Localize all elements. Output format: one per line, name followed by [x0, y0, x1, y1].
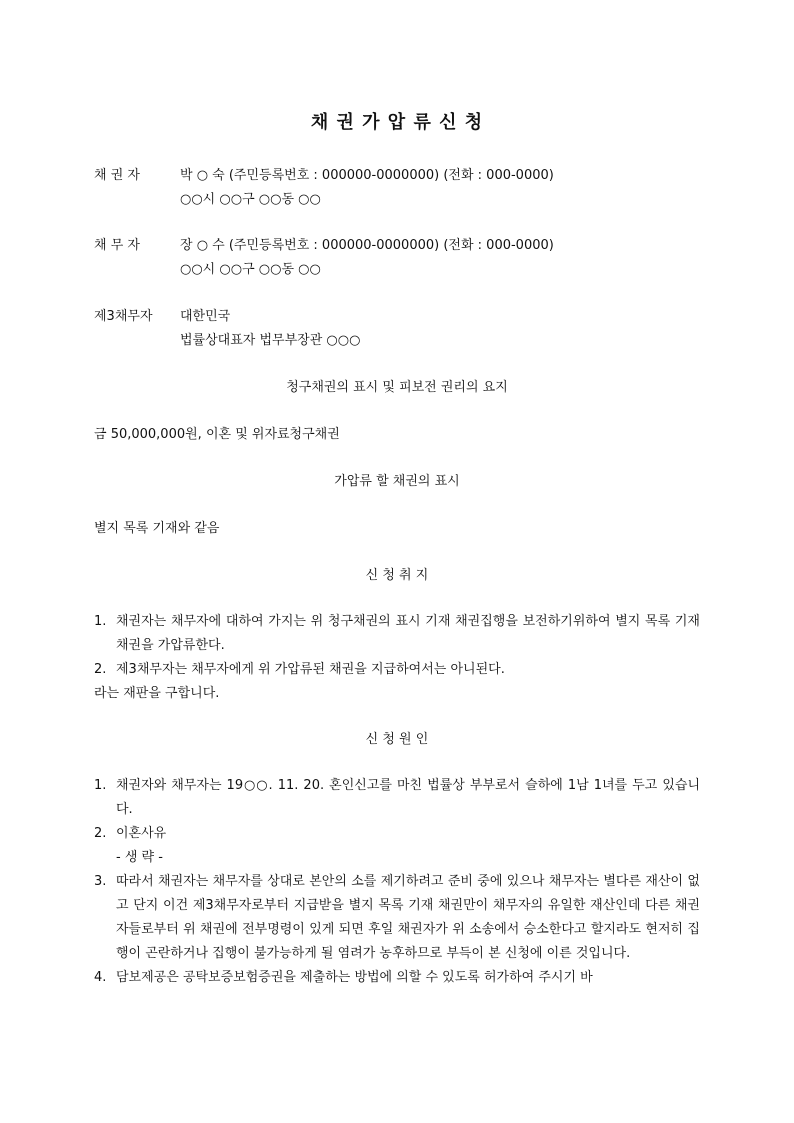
cause-list — [94, 774, 700, 990]
purpose-item — [94, 658, 700, 682]
debtor-label: 채 무 자 — [94, 238, 140, 253]
cause-heading: 신 청 원 인 — [365, 732, 429, 747]
cause-item-text: 따라서 채권자는 채무자를 상대로 본안의 소를 제기하려고 준비 중에 있으나 채무자는 별다른 재산이 없고 단지 이건 제3채무자로부터 지급받을 별지 목록 기재 채권만이 채무자의 유일한 재산인데 다른 채권자들로부터 위 채권에 전부명령이 있게 되면 후일 채권자가 위 소송에서 승소한다고 할지라도 현저히 집행이 곤란하거나 집행이 불가능하게 될 염려가 농후하므로 부득이 본 신청에 이른 것입니다. — [116, 874, 700, 961]
purpose-item-text: 채권자는 채무자에 대하여 가지는 위 청구채권의 표시 기재 채권집행을 보전하기위하여 별지 목록 기재 채권을 가압류한다. — [116, 614, 700, 653]
cause-item — [94, 822, 700, 846]
third-debtor-label: 제3채무자 — [94, 309, 153, 324]
purpose-list — [94, 610, 700, 706]
cause-item-text: 담보제공은 공탁보증보험증권을 제출하는 방법에 의할 수 있도록 허가하여 주시기 바 — [116, 970, 593, 985]
purpose-item-number: 2. — [94, 662, 107, 677]
cause-item-text: 채권자와 채무자는 19○○. 11. 20. 혼인신고를 마친 법률상 부부로서 슬하에 1남 1녀를 두고 있습니다. — [116, 778, 700, 817]
creditor-name-line: 박 ○ 숙 (주민등록번호 : 000000-0000000) (전화 : 000-0000) — [180, 168, 554, 183]
document-title: 채 권 가 압 류 신 청 — [310, 112, 484, 133]
cause-item-number: 4. — [94, 970, 107, 985]
claim-heading: 청구채권의 표시 및 피보전 권리의 요지 — [286, 380, 508, 395]
third-debtor-name: 대한민국 — [180, 309, 231, 324]
seizure-text: 별지 목록 기재와 같음 — [94, 521, 220, 536]
cause-item-number: 1. — [94, 778, 107, 793]
seizure-heading: 가압류 할 채권의 표시 — [334, 474, 460, 489]
cause-item-number: 3. — [94, 874, 107, 889]
cause-item — [94, 966, 700, 990]
purpose-item-number: 1. — [94, 614, 107, 629]
claim-text: 금 50,000,000원, 이혼 및 위자료청구채권 — [94, 427, 340, 442]
purpose-heading: 신 청 취 지 — [365, 568, 429, 583]
cause-item-number: 2. — [94, 826, 107, 841]
purpose-item — [94, 610, 700, 658]
debtor-address: ○○시 ○○구 ○○동 ○○ — [180, 262, 321, 277]
cause-item — [94, 774, 700, 822]
omitted-note: - 생 략 - — [116, 850, 163, 865]
purpose-closing: 라는 재판을 구합니다. — [94, 686, 220, 701]
purpose-item-text: 제3채무자는 채무자에게 위 가압류된 채권을 지급하여서는 아니된다. — [116, 662, 505, 677]
creditor-address: ○○시 ○○구 ○○동 ○○ — [180, 192, 321, 207]
creditor-label: 채 권 자 — [94, 168, 140, 183]
cause-item — [94, 870, 700, 966]
third-debtor-representative: 법률상대표자 법무부장관 ○○○ — [180, 333, 361, 348]
debtor-name-line: 장 ○ 수 (주민등록번호 : 000000-0000000) (전화 : 000-0000) — [180, 238, 554, 253]
cause-item-text: 이혼사유 — [116, 826, 167, 841]
